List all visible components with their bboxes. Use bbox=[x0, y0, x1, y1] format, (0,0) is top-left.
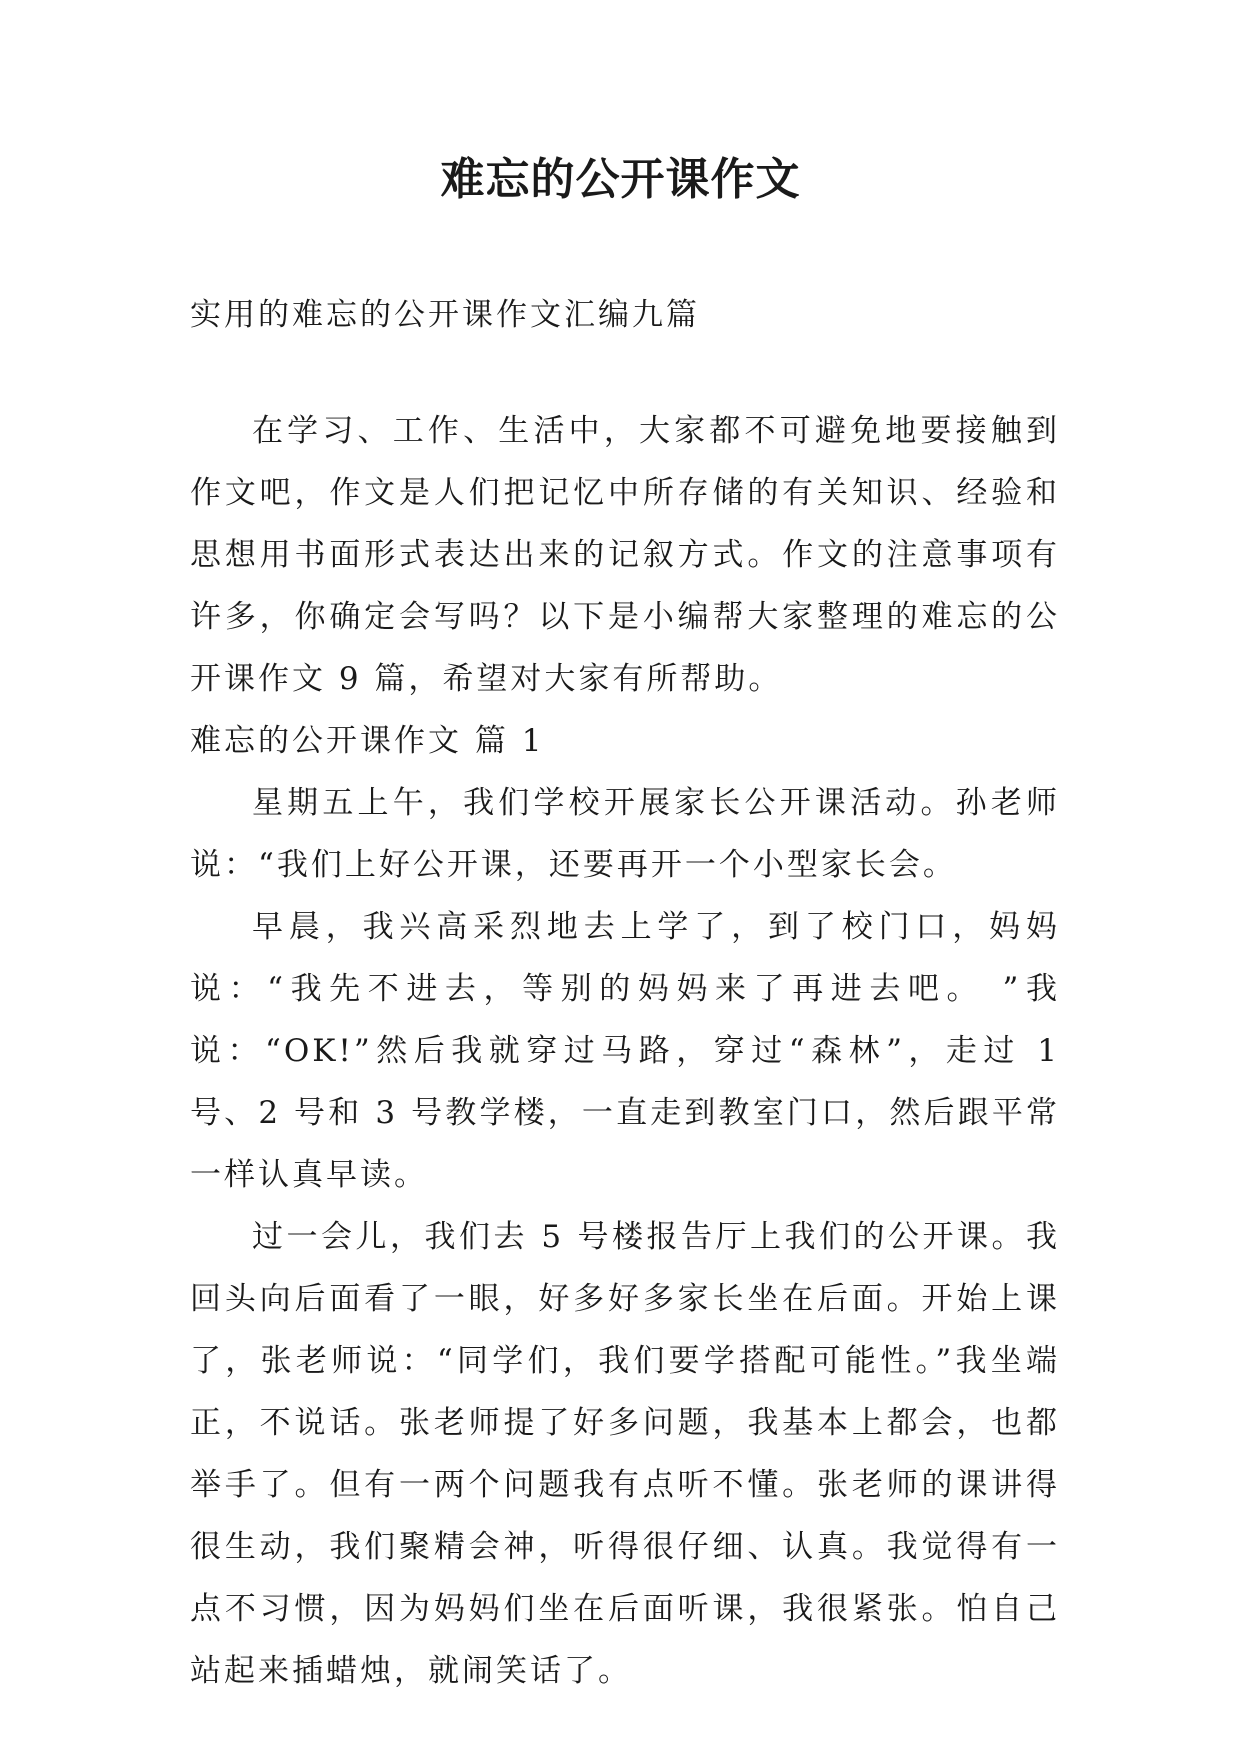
body-paragraph: 星期五上午，我们学校开展家长公开课活动。孙老师说：“我们上好公开课，还要再开一个小型家长会。 bbox=[190, 785, 1060, 883]
document-body bbox=[190, 400, 1060, 1702]
section-heading: 难忘的公开课作文 篇 1 bbox=[190, 723, 545, 759]
document-subtitle: 实用的难忘的公开课作文汇编九篇 bbox=[190, 297, 700, 333]
document-title: 难忘的公开课作文 bbox=[440, 154, 801, 205]
body-paragraph: 过一会儿，我们去 5 号楼报告厅上我们的公开课。我回头向后面看了一眼，好多好多家长坐在后面。开始上课了，张老师说：“同学们，我们要学搭配可能性。”我坐端正，不说话。张老师提了好多问题，我基本上都会，也都举手了。但有一两个问题我有点听不懂。张老师的课讲得很生动，我们聚精会神，听得很仔细、认真。我觉得有一点不习惯，因为妈妈们坐在后面听课，我很紧张。怕自己站起来插蜡烛，就闹笑话了。 bbox=[190, 1219, 1060, 1689]
body-paragraph: 早晨，我兴高采烈地去上学了，到了校门口，妈妈说：“我先不进去，等别的妈妈来了再进去吧。 ”我说：“OK!”然后我就穿过马路，穿过“森林”，走过 1 号、2 号和 3 号教学楼，一直走到教室门口，然后跟平常一样认真早读。 bbox=[190, 909, 1060, 1193]
intro-paragraph: 在学习、工作、生活中，大家都不可避免地要接触到作文吧，作文是人们把记忆中所存储的有关知识、经验和思想用书面形式表达出来的记叙方式。作文的注意事项有许多，你确定会写吗？以下是小编帮大家整理的难忘的公开课作文 9 篇，希望对大家有所帮助。 bbox=[190, 413, 1060, 697]
